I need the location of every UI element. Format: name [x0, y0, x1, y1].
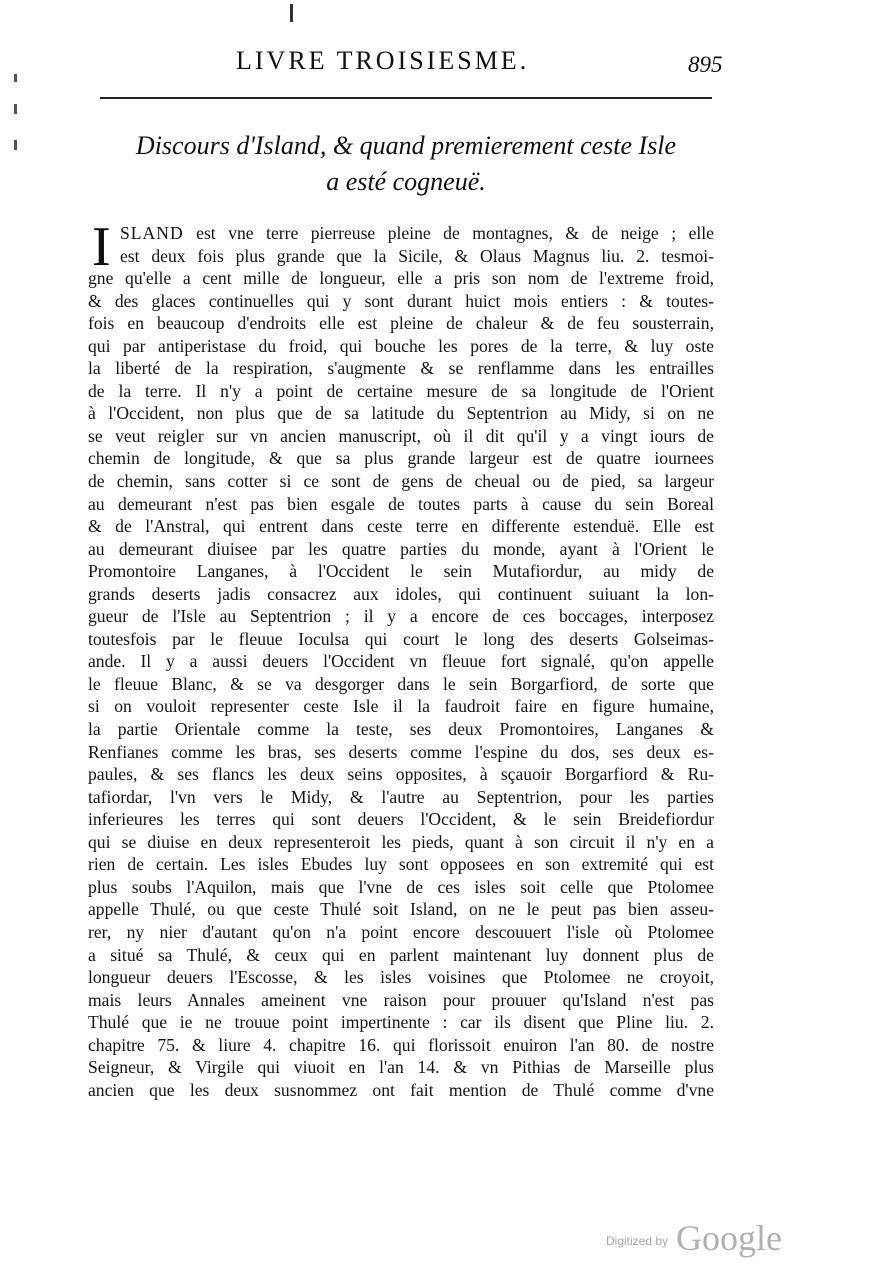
body-line: Seigneur, & Virgile qui viuoit en l'an 14. & vn Pithias de Marseille plus — [88, 1057, 714, 1078]
body-line: de la terre. Il n'y a point de certaine mesure de sa longitude de l'Orient — [88, 380, 714, 401]
margin-speck — [14, 140, 17, 150]
margin-speck — [14, 74, 17, 82]
body-line: le fleuue Blanc, & se va desgorger dans le sein Borgarfiord, de sorte que — [88, 673, 714, 694]
chapter-title-line-2: a esté cogneuë. — [326, 167, 486, 196]
body-line: Renfianes comme les bras, ses deserts comme l'espine du dos, ses deux es- — [88, 741, 714, 762]
body-line: grands deserts jadis consacrez aux idoles, qui continuent suiuant la lon- — [88, 583, 714, 604]
body-line: la liberté de la respiration, s'augmente & se renflamme dans les entrailles — [88, 358, 714, 379]
google-logo: Google — [676, 1218, 782, 1258]
body-line: & de l'Anstral, qui entrent dans ceste terre en differente estenduë. Elle est — [88, 516, 714, 537]
body-line: qui par antiperistase du froid, qui bouche les pores de la terre, & luy oste — [88, 335, 714, 356]
body-line: ande. Il y a aussi deuers l'Occident vn fleuue fort signalé, qu'on appelle — [88, 651, 714, 672]
margin-speck — [14, 104, 17, 114]
first-line-rest: est vne terre pierreuse pleine de montagnes, & de neige ; elle — [196, 223, 714, 243]
body-line: ancien que les deux susnommez ont fait mention de Thulé comme d'vne — [88, 1079, 714, 1100]
body-line: Promontoire Langanes, à l'Occident le sein Mutafiordur, au midy de — [88, 561, 714, 582]
body-line: tafiordar, l'vn vers le Midy, & l'autre au Septentrion, pour les parties — [88, 786, 714, 807]
body-line: Thulé que ie ne trouue point impertinente : car ils disent que Pline liu. 2. — [88, 1012, 714, 1033]
body-line: rer, ny nier d'autant qu'on n'a point encore descouuert l'isle où Ptolomee — [88, 921, 714, 942]
page-number: 895 — [688, 52, 723, 77]
body-line: est deux fois plus grande que la Sicile, & Olaus Magnus liu. 2. tesmoi- — [120, 245, 714, 266]
body-line: toutesfois par le fleuue Ioculsa qui court le long des deserts Golseimas- — [88, 628, 714, 649]
body-line: a situé sa Thulé, & ceux qui en parlent maintenant luy donnent plus de — [88, 944, 714, 965]
body-line: inferieures les terres qui sont deuers l'Occident, & le sein Breidefiordur — [88, 809, 714, 830]
body-line: paules, & ses flancs les deux seins opposites, à sçauoir Borgarfiord & Ru- — [88, 764, 714, 785]
chapter-title — [100, 128, 712, 200]
body-line: & des glaces continuelles qui y sont durant huict mois entiers : & toutes- — [88, 290, 714, 311]
body-line-first — [88, 222, 714, 245]
body-line: au demeurant diuisee par les quatre parties du monde, ayant à l'Orient le — [88, 538, 714, 559]
body-line: au demeurant n'est pas bien esgale de toutes parts à cause du sein Boreal — [88, 493, 714, 514]
body-line: plus soubs l'Aquilon, mais que l'vne de ces isles soit celle que Ptolomee — [88, 876, 714, 897]
body-line: rien de certain. Les isles Ebudes luy sont opposees en son extremité qui est — [88, 854, 714, 875]
body-line: longueur deuers l'Escosse, & les isles voisines que Ptolomee ne croyoit, — [88, 967, 714, 988]
body-line: appelle Thulé, ou que ceste Thulé soit Island, on ne le peut pas bien asseu- — [88, 899, 714, 920]
running-title: LIVRE TROISIESME. — [236, 46, 530, 75]
drop-cap: I — [92, 216, 111, 278]
body-line: qui se diuise en deux representeroit les pieds, quant à son circuit il n'y en a — [88, 831, 714, 852]
body-line: fois en beaucoup d'endroits elle est pleine de chaleur & de feu sousterrain, — [88, 313, 714, 334]
body-line: se veut reigler sur vn ancien manuscript, où il dit qu'il y a vingt iours de — [88, 425, 714, 446]
body-line: de chemin, sans cotter si ce sont de gens de cheual ou de pied, sa largeur — [88, 471, 714, 492]
body-line: chapitre 75. & liure 4. chapitre 16. qui florissoit enuiron l'an 80. de nostre — [88, 1034, 714, 1055]
top-margin-mark — [290, 4, 293, 22]
body-line: à l'Occident, non plus que de sa latitude du Septentrion au Midy, si on ne — [88, 403, 714, 424]
body-line: mais leurs Annales ameinent vne raison pour prouuer qu'Island n'est pas — [88, 989, 714, 1010]
body-line: gueur de l'Isle au Septentrion ; il y a encore de ces boccages, interposez — [88, 606, 714, 627]
body-line: la partie Orientale comme la teste, ses deux Promontoires, Langanes & — [88, 719, 714, 740]
body-line: gne qu'elle a cent mille de longueur, elle a pris son nom de l'extreme froid, — [88, 268, 714, 289]
header-rule — [100, 97, 712, 99]
body-line: chemin de longitude, & que sa plus grande largeur est de quatre iournees — [88, 448, 714, 469]
first-word: SLAND — [120, 223, 184, 243]
chapter-title-line-1: Discours d'Island, & quand premierement ceste Isle — [135, 131, 677, 160]
body-line: si on vouloit representer ceste Isle il la faudroit faire en figure humaine, — [88, 696, 714, 717]
digitized-by-label: Digitized by — [606, 1234, 669, 1248]
body-text — [88, 222, 714, 1101]
